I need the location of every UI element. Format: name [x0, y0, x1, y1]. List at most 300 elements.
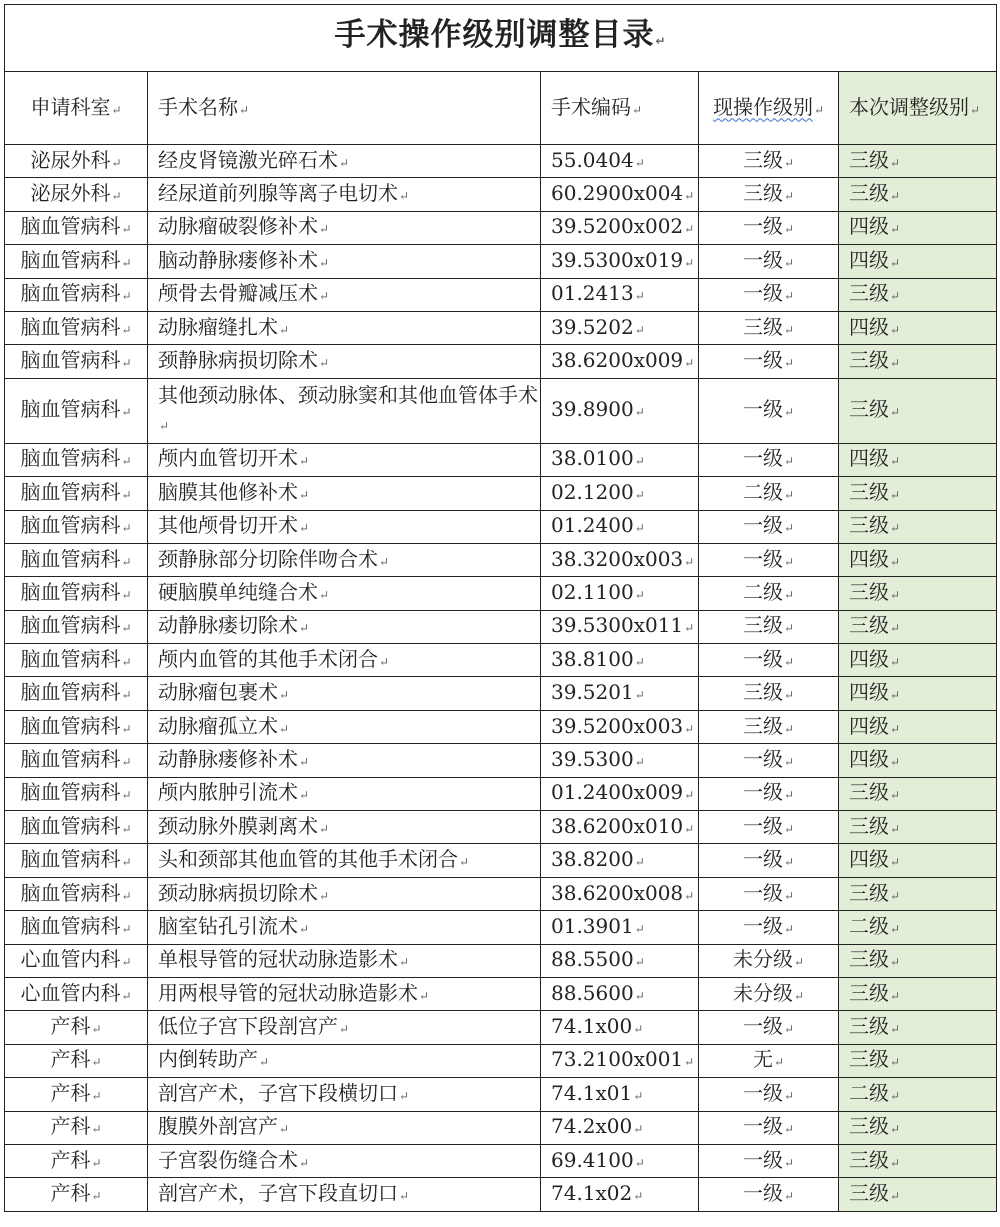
surgery-name-cell: 动脉瘤破裂修补术↵	[148, 211, 541, 244]
paragraph-mark-icon: ↵	[121, 654, 132, 669]
paragraph-mark-icon: ↵	[121, 454, 132, 469]
paragraph-mark-icon: ↵	[890, 1055, 901, 1070]
new-level-cell: 三级↵	[839, 345, 997, 378]
paragraph-mark-icon: ↵	[783, 888, 795, 903]
title-row	[5, 5, 997, 72]
table-row	[5, 744, 997, 777]
surgery-code-cell: 38.6200x010↵	[541, 811, 699, 844]
paragraph-mark-icon: ↵	[970, 102, 981, 117]
paragraph-mark-icon: ↵	[633, 1189, 644, 1204]
paragraph-mark-icon: ↵	[793, 988, 805, 1003]
table-row	[5, 610, 997, 643]
paragraph-mark-icon: ↵	[121, 988, 132, 1003]
paragraph-mark-icon: ↵	[684, 356, 695, 371]
paragraph-mark-icon: ↵	[783, 1088, 795, 1103]
paragraph-mark-icon: ↵	[259, 1055, 270, 1070]
table-row	[5, 378, 997, 443]
surgery-code-cell: 01.2400x009↵	[541, 777, 699, 810]
surgery-name-cell: 颅骨去骨瓣减压术↵	[148, 278, 541, 311]
table-row	[5, 644, 997, 677]
surgery-code-cell: 38.8200↵	[541, 844, 699, 877]
department-cell: 脑血管病科↵	[5, 477, 148, 510]
surgery-code-cell: 55.0404↵	[541, 145, 699, 178]
department-cell: 产科↵	[5, 1044, 148, 1077]
current-level-cell: 一级↵	[699, 1078, 839, 1111]
paragraph-mark-icon: ↵	[890, 788, 901, 803]
new-level-cell: 四级↵	[839, 443, 997, 476]
paragraph-mark-icon: ↵	[633, 1022, 644, 1037]
paragraph-mark-icon: ↵	[684, 621, 695, 636]
paragraph-mark-icon: ↵	[890, 487, 901, 502]
paragraph-mark-icon: ↵	[890, 356, 901, 371]
paragraph-mark-icon: ↵	[279, 322, 290, 337]
table-row	[5, 345, 997, 378]
paragraph-mark-icon: ↵	[299, 454, 310, 469]
surgery-code-cell: 39.5300↵	[541, 744, 699, 777]
paragraph-mark-icon: ↵	[890, 754, 901, 769]
new-level-cell: 四级↵	[839, 844, 997, 877]
paragraph-mark-icon: ↵	[632, 102, 643, 117]
paragraph-mark-icon: ↵	[399, 189, 410, 204]
paragraph-mark-icon: ↵	[783, 405, 795, 420]
paragraph-mark-icon: ↵	[339, 155, 350, 170]
paragraph-mark-icon: ↵	[121, 487, 132, 502]
surgery-code-cell: 60.2900x004↵	[541, 178, 699, 211]
current-level-cell: 一级↵	[699, 744, 839, 777]
paragraph-mark-icon: ↵	[299, 1155, 310, 1170]
new-level-cell: 三级↵	[839, 278, 997, 311]
surgery-code-cell: 38.6200x008↵	[541, 877, 699, 910]
surgery-code-cell: 01.3901↵	[541, 911, 699, 944]
new-level-cell: 二级↵	[839, 911, 997, 944]
paragraph-mark-icon: ↵	[399, 1189, 410, 1204]
department-cell: 脑血管病科↵	[5, 644, 148, 677]
paragraph-mark-icon: ↵	[634, 955, 645, 970]
department-cell: 脑血管病科↵	[5, 345, 148, 378]
department-cell: 产科↵	[5, 1011, 148, 1044]
surgery-name-cell: 低位子宫下段剖宫产↵	[148, 1011, 541, 1044]
paragraph-mark-icon: ↵	[634, 988, 645, 1003]
current-level-cell: 三级↵	[699, 710, 839, 743]
paragraph-mark-icon: ↵	[684, 255, 695, 270]
paragraph-mark-icon: ↵	[91, 1022, 102, 1037]
new-level-cell: 三级↵	[839, 510, 997, 543]
surgery-code-cell: 69.4100↵	[541, 1144, 699, 1177]
paragraph-mark-icon: ↵	[299, 521, 310, 536]
paragraph-mark-icon: ↵	[159, 419, 170, 434]
paragraph-mark-icon: ↵	[890, 155, 901, 170]
paragraph-mark-icon: ↵	[783, 821, 795, 836]
department-cell: 泌尿外科↵	[5, 145, 148, 178]
new-level-cell: 二级↵	[839, 1078, 997, 1111]
surgery-code-cell: 38.8100↵	[541, 644, 699, 677]
department-cell: 脑血管病科↵	[5, 811, 148, 844]
current-level-cell: 一级↵	[699, 1178, 839, 1211]
new-level-cell: 三级↵	[839, 178, 997, 211]
surgery-code-cell: 39.5300x019↵	[541, 245, 699, 278]
surgery-code-cell: 39.5200x003↵	[541, 710, 699, 743]
paragraph-mark-icon: ↵	[339, 1022, 350, 1037]
department-cell: 脑血管病科↵	[5, 844, 148, 877]
surgery-name-cell: 剖宫产术，子宫下段直切口↵	[148, 1178, 541, 1211]
table-row	[5, 311, 997, 344]
table-row	[5, 510, 997, 543]
surgery-name-cell: 颅内血管的其他手术闭合↵	[148, 644, 541, 677]
department-cell: 脑血管病科↵	[5, 211, 148, 244]
paragraph-mark-icon: ↵	[419, 988, 430, 1003]
paragraph-mark-icon: ↵	[890, 222, 901, 237]
paragraph-mark-icon: ↵	[655, 34, 667, 48]
surgery-code-cell: 39.5202↵	[541, 311, 699, 344]
paragraph-mark-icon: ↵	[279, 721, 290, 736]
new-level-cell: 三级↵	[839, 477, 997, 510]
table-row	[5, 443, 997, 476]
surgery-code-cell: 73.2100x001↵	[541, 1044, 699, 1077]
paragraph-mark-icon: ↵	[783, 855, 795, 870]
current-level-cell: 一级↵	[699, 1011, 839, 1044]
paragraph-mark-icon: ↵	[91, 1189, 102, 1204]
table-row	[5, 278, 997, 311]
surgery-name-cell: 颅内血管切开术↵	[148, 443, 541, 476]
table-row	[5, 911, 997, 944]
paragraph-mark-icon: ↵	[111, 102, 122, 117]
new-level-cell: 四级↵	[839, 245, 997, 278]
surgery-name-cell: 剖宫产术，子宫下段横切口↵	[148, 1078, 541, 1111]
paragraph-mark-icon: ↵	[121, 587, 132, 602]
surgery-name-cell: 硬脑膜单纯缝合术↵	[148, 577, 541, 610]
paragraph-mark-icon: ↵	[890, 888, 901, 903]
header-department: 申请科室↵	[5, 72, 148, 145]
paragraph-mark-icon: ↵	[299, 788, 310, 803]
paragraph-mark-icon: ↵	[379, 554, 390, 569]
paragraph-mark-icon: ↵	[121, 888, 132, 903]
table-row	[5, 1178, 997, 1211]
table-row	[5, 577, 997, 610]
department-cell: 脑血管病科↵	[5, 777, 148, 810]
paragraph-mark-icon: ↵	[279, 688, 290, 703]
paragraph-mark-icon: ↵	[111, 155, 122, 170]
new-level-cell: 三级↵	[839, 1178, 997, 1211]
surgery-name-cell: 颈动脉外膜剥离术↵	[148, 811, 541, 844]
new-level-cell: 四级↵	[839, 543, 997, 576]
department-cell: 脑血管病科↵	[5, 911, 148, 944]
paragraph-mark-icon: ↵	[634, 855, 645, 870]
paragraph-mark-icon: ↵	[890, 621, 901, 636]
new-level-cell: 三级↵	[839, 1111, 997, 1144]
paragraph-mark-icon: ↵	[793, 955, 805, 970]
current-level-cell: 三级↵	[699, 677, 839, 710]
paragraph-mark-icon: ↵	[91, 1055, 102, 1070]
paragraph-mark-icon: ↵	[684, 788, 695, 803]
surgery-name-cell: 脑动静脉瘘修补术↵	[148, 245, 541, 278]
department-cell: 泌尿外科↵	[5, 178, 148, 211]
new-level-cell: 四级↵	[839, 311, 997, 344]
paragraph-mark-icon: ↵	[783, 189, 795, 204]
surgery-code-cell: 39.5201↵	[541, 677, 699, 710]
paragraph-mark-icon: ↵	[890, 189, 901, 204]
surgery-name-cell: 动脉瘤缝扎术↵	[148, 311, 541, 344]
current-level-cell: 未分级↵	[699, 944, 839, 977]
department-cell: 产科↵	[5, 1144, 148, 1177]
new-level-cell: 四级↵	[839, 211, 997, 244]
paragraph-mark-icon: ↵	[633, 1122, 644, 1137]
new-level-cell: 三级↵	[839, 811, 997, 844]
header-row	[5, 72, 997, 145]
current-level-cell: 一级↵	[699, 644, 839, 677]
surgery-name-cell: 腹膜外剖宫产↵	[148, 1111, 541, 1144]
paragraph-mark-icon: ↵	[111, 189, 122, 204]
paragraph-mark-icon: ↵	[121, 356, 132, 371]
table-row	[5, 811, 997, 844]
surgery-name-cell: 动脉瘤孤立术↵	[148, 710, 541, 743]
table-row	[5, 211, 997, 244]
paragraph-mark-icon: ↵	[783, 454, 795, 469]
surgery-name-cell: 脑室钻孔引流术↵	[148, 911, 541, 944]
paragraph-mark-icon: ↵	[399, 1088, 410, 1103]
table-row	[5, 245, 997, 278]
new-level-cell: 三级↵	[839, 877, 997, 910]
paragraph-mark-icon: ↵	[121, 855, 132, 870]
surgery-code-cell: 39.5200x002↵	[541, 211, 699, 244]
paragraph-mark-icon: ↵	[91, 1155, 102, 1170]
current-level-cell: 一级↵	[699, 443, 839, 476]
surgery-name-cell: 颈静脉部分切除伴吻合术↵	[148, 543, 541, 576]
paragraph-mark-icon: ↵	[890, 322, 901, 337]
new-level-cell: 三级↵	[839, 378, 997, 443]
paragraph-mark-icon: ↵	[890, 821, 901, 836]
surgery-name-cell: 动静脉瘘切除术↵	[148, 610, 541, 643]
paragraph-mark-icon: ↵	[634, 289, 645, 304]
current-level-cell: 一级↵	[699, 1111, 839, 1144]
table-row	[5, 1111, 997, 1144]
paragraph-mark-icon: ↵	[783, 621, 795, 636]
department-cell: 产科↵	[5, 1078, 148, 1111]
surgery-code-cell: 74.1x00↵	[541, 1011, 699, 1044]
paragraph-mark-icon: ↵	[121, 688, 132, 703]
table-row	[5, 677, 997, 710]
paragraph-mark-icon: ↵	[890, 454, 901, 469]
paragraph-mark-icon: ↵	[459, 855, 470, 870]
surgery-code-cell: 02.1200↵	[541, 477, 699, 510]
current-level-cell: 一级↵	[699, 278, 839, 311]
department-cell: 脑血管病科↵	[5, 378, 148, 443]
paragraph-mark-icon: ↵	[890, 1088, 901, 1103]
paragraph-mark-icon: ↵	[319, 821, 330, 836]
paragraph-mark-icon: ↵	[121, 289, 132, 304]
paragraph-mark-icon: ↵	[319, 289, 330, 304]
department-cell: 脑血管病科↵	[5, 610, 148, 643]
paragraph-mark-icon: ↵	[783, 1155, 795, 1170]
paragraph-mark-icon: ↵	[684, 888, 695, 903]
department-cell: 心血管内科↵	[5, 944, 148, 977]
paragraph-mark-icon: ↵	[634, 654, 645, 669]
department-cell: 心血管内科↵	[5, 977, 148, 1010]
paragraph-mark-icon: ↵	[783, 155, 795, 170]
paragraph-mark-icon: ↵	[634, 754, 645, 769]
surgery-code-cell: 39.8900↵	[541, 378, 699, 443]
paragraph-mark-icon: ↵	[783, 554, 795, 569]
department-cell: 脑血管病科↵	[5, 311, 148, 344]
document-title: 手术操作级别调整目录↵	[5, 5, 997, 72]
paragraph-mark-icon: ↵	[634, 487, 645, 502]
paragraph-mark-icon: ↵	[379, 654, 390, 669]
paragraph-mark-icon: ↵	[634, 921, 645, 936]
current-level-cell: 一级↵	[699, 510, 839, 543]
department-cell: 脑血管病科↵	[5, 677, 148, 710]
paragraph-mark-icon: ↵	[299, 754, 310, 769]
paragraph-mark-icon: ↵	[890, 1122, 901, 1137]
new-level-cell: 三级↵	[839, 577, 997, 610]
paragraph-mark-icon: ↵	[890, 654, 901, 669]
paragraph-mark-icon: ↵	[890, 405, 901, 420]
paragraph-mark-icon: ↵	[121, 621, 132, 636]
paragraph-mark-icon: ↵	[890, 554, 901, 569]
current-level-cell: 一级↵	[699, 811, 839, 844]
table-row	[5, 944, 997, 977]
new-level-cell: 三级↵	[839, 610, 997, 643]
paragraph-mark-icon: ↵	[783, 289, 795, 304]
paragraph-mark-icon: ↵	[890, 587, 901, 602]
paragraph-mark-icon: ↵	[783, 356, 795, 371]
table-row	[5, 543, 997, 576]
surgery-name-cell: 用两根导管的冠状动脉造影术↵	[148, 977, 541, 1010]
table-row	[5, 977, 997, 1010]
surgery-name-cell: 内倒转助产↵	[148, 1044, 541, 1077]
paragraph-mark-icon: ↵	[890, 255, 901, 270]
department-cell: 脑血管病科↵	[5, 443, 148, 476]
paragraph-mark-icon: ↵	[634, 155, 645, 170]
paragraph-mark-icon: ↵	[684, 821, 695, 836]
paragraph-mark-icon: ↵	[684, 721, 695, 736]
paragraph-mark-icon: ↵	[634, 1155, 645, 1170]
paragraph-mark-icon: ↵	[684, 1055, 695, 1070]
paragraph-mark-icon: ↵	[684, 222, 695, 237]
current-level-cell: 一级↵	[699, 1144, 839, 1177]
paragraph-mark-icon: ↵	[783, 1122, 795, 1137]
surgery-code-cell: 74.1x02↵	[541, 1178, 699, 1211]
paragraph-mark-icon: ↵	[783, 1189, 795, 1204]
surgery-name-cell: 子宫裂伤缝合术↵	[148, 1144, 541, 1177]
paragraph-mark-icon: ↵	[633, 1088, 644, 1103]
department-cell: 脑血管病科↵	[5, 510, 148, 543]
paragraph-mark-icon: ↵	[319, 587, 330, 602]
paragraph-mark-icon: ↵	[299, 487, 310, 502]
current-level-cell: 一级↵	[699, 777, 839, 810]
current-level-cell: 无↵	[699, 1044, 839, 1077]
paragraph-mark-icon: ↵	[634, 587, 645, 602]
surgery-code-cell: 88.5600↵	[541, 977, 699, 1010]
paragraph-mark-icon: ↵	[121, 955, 132, 970]
table-row	[5, 178, 997, 211]
paragraph-mark-icon: ↵	[783, 521, 795, 536]
new-level-cell: 三级↵	[839, 944, 997, 977]
department-cell: 产科↵	[5, 1111, 148, 1144]
surgery-code-cell: 39.5300x011↵	[541, 610, 699, 643]
surgery-code-cell: 01.2413↵	[541, 278, 699, 311]
surgery-level-table	[4, 4, 997, 1212]
paragraph-mark-icon: ↵	[121, 554, 132, 569]
paragraph-mark-icon: ↵	[121, 322, 132, 337]
paragraph-mark-icon: ↵	[890, 921, 901, 936]
header-new-level: 本次调整级别↵	[839, 72, 997, 145]
table-row	[5, 1078, 997, 1111]
surgery-name-cell: 颈动脉病损切除术↵	[148, 877, 541, 910]
new-level-cell: 三级↵	[839, 1144, 997, 1177]
paragraph-mark-icon: ↵	[121, 921, 132, 936]
department-cell: 脑血管病科↵	[5, 710, 148, 743]
paragraph-mark-icon: ↵	[890, 521, 901, 536]
new-level-cell: 四级↵	[839, 677, 997, 710]
surgery-name-cell: 单根导管的冠状动脉造影术↵	[148, 944, 541, 977]
surgery-name-cell: 其他颅骨切开术↵	[148, 510, 541, 543]
paragraph-mark-icon: ↵	[890, 855, 901, 870]
current-level-cell: 二级↵	[699, 577, 839, 610]
table-row	[5, 877, 997, 910]
paragraph-mark-icon: ↵	[121, 405, 132, 420]
new-level-cell: 三级↵	[839, 1044, 997, 1077]
current-level-cell: 一级↵	[699, 844, 839, 877]
surgery-code-cell: 38.3200x003↵	[541, 543, 699, 576]
header-name: 手术名称↵	[148, 72, 541, 145]
table-row	[5, 1044, 997, 1077]
surgery-name-cell: 其他颈动脉体、颈动脉窦和其他血管体手术↵	[148, 378, 541, 443]
current-level-cell: 一级↵	[699, 543, 839, 576]
paragraph-mark-icon: ↵	[319, 222, 330, 237]
surgery-code-cell: 01.2400↵	[541, 510, 699, 543]
paragraph-mark-icon: ↵	[783, 487, 795, 502]
paragraph-mark-icon: ↵	[783, 255, 795, 270]
paragraph-mark-icon: ↵	[634, 521, 645, 536]
table-row	[5, 1011, 997, 1044]
new-level-cell: 四级↵	[839, 710, 997, 743]
header-current-level: 现操作级别↵	[699, 72, 839, 145]
paragraph-mark-icon: ↵	[783, 1022, 795, 1037]
paragraph-mark-icon: ↵	[634, 322, 645, 337]
paragraph-mark-icon: ↵	[634, 405, 645, 420]
surgery-code-cell: 02.1100↵	[541, 577, 699, 610]
surgery-name-cell: 头和颈部其他血管的其他手术闭合↵	[148, 844, 541, 877]
current-level-cell: 三级↵	[699, 145, 839, 178]
paragraph-mark-icon: ↵	[319, 356, 330, 371]
paragraph-mark-icon: ↵	[890, 1155, 901, 1170]
paragraph-mark-icon: ↵	[121, 521, 132, 536]
paragraph-mark-icon: ↵	[299, 621, 310, 636]
paragraph-mark-icon: ↵	[399, 955, 410, 970]
paragraph-mark-icon: ↵	[121, 255, 132, 270]
paragraph-mark-icon: ↵	[239, 102, 250, 117]
surgery-code-cell: 74.1x01↵	[541, 1078, 699, 1111]
surgery-name-cell: 动脉瘤包裹术↵	[148, 677, 541, 710]
paragraph-mark-icon: ↵	[783, 222, 795, 237]
current-level-cell: 一级↵	[699, 345, 839, 378]
department-cell: 产科↵	[5, 1178, 148, 1211]
table-row	[5, 477, 997, 510]
paragraph-mark-icon: ↵	[783, 788, 795, 803]
paragraph-mark-icon: ↵	[319, 255, 330, 270]
paragraph-mark-icon: ↵	[684, 189, 695, 204]
paragraph-mark-icon: ↵	[890, 688, 901, 703]
paragraph-mark-icon: ↵	[890, 289, 901, 304]
table-row	[5, 145, 997, 178]
surgery-code-cell: 74.2x00↵	[541, 1111, 699, 1144]
current-level-cell: 一级↵	[699, 877, 839, 910]
current-level-cell: 一级↵	[699, 911, 839, 944]
paragraph-mark-icon: ↵	[783, 654, 795, 669]
paragraph-mark-icon: ↵	[890, 955, 901, 970]
surgery-name-cell: 颈静脉病损切除术↵	[148, 345, 541, 378]
paragraph-mark-icon: ↵	[121, 754, 132, 769]
paragraph-mark-icon: ↵	[121, 222, 132, 237]
